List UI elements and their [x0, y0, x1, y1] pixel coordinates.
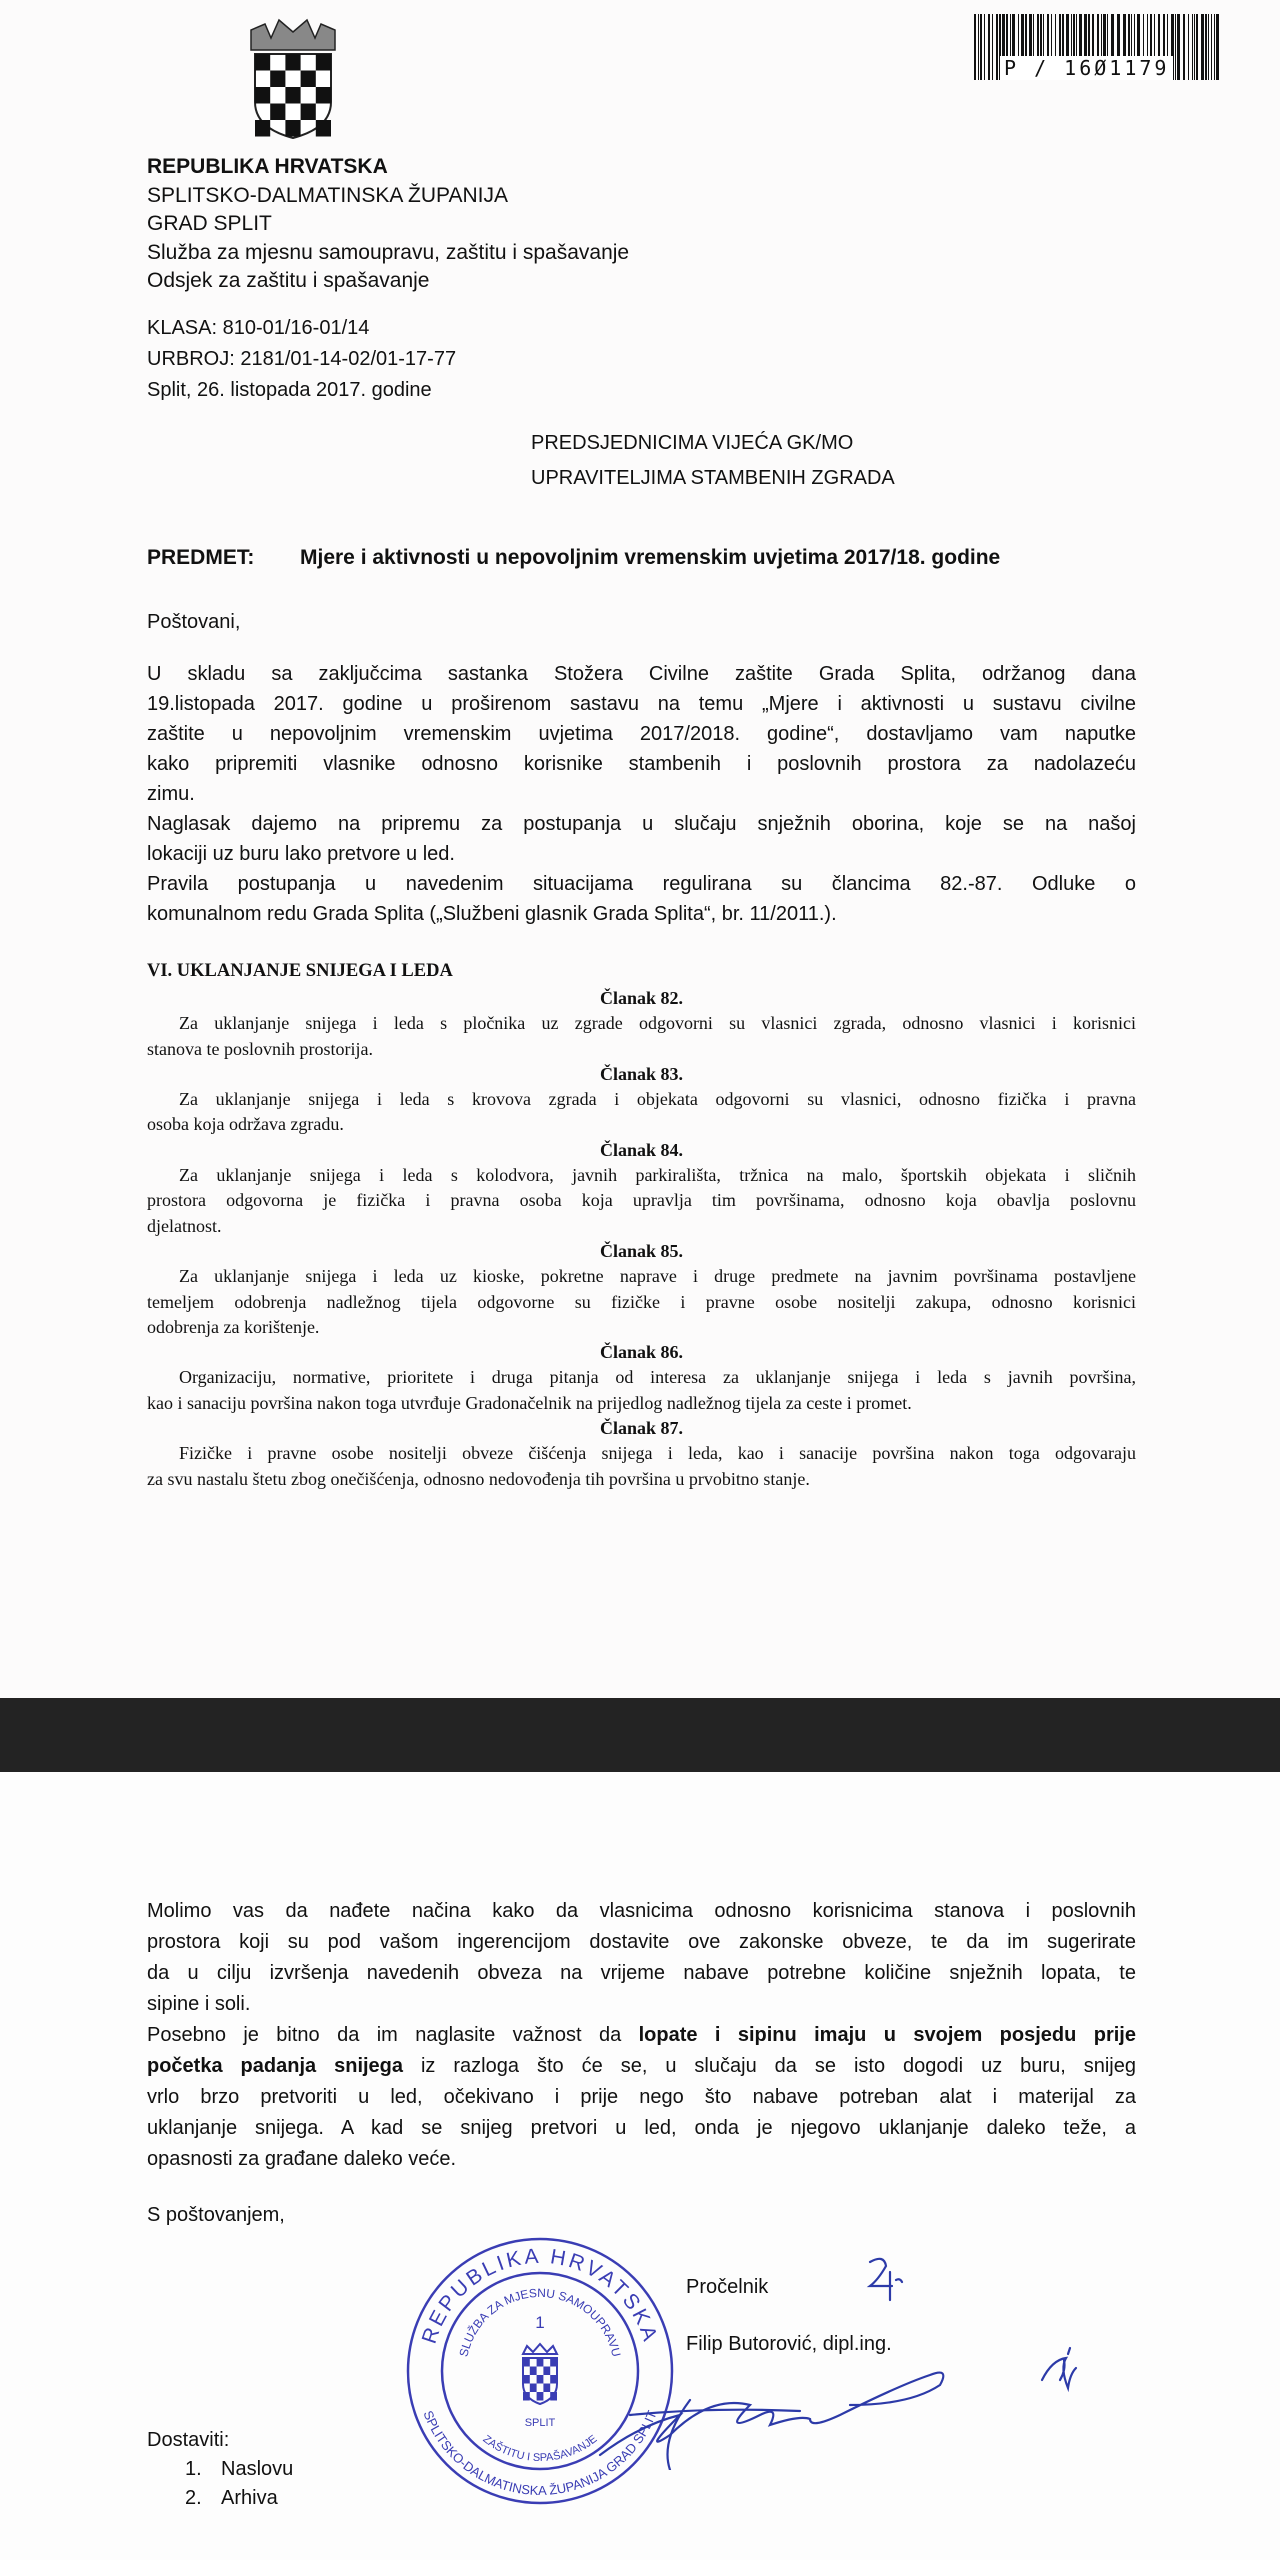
barcode-bar: [1196, 14, 1198, 80]
text-segment: uklanjanje snijega. A kad se snijeg pretvori u led, onda je njegovo uklanjanje daleko teže, a: [147, 2117, 1136, 2139]
text-segment: prostora koji su pod vašom ingerencijom dostavite ove zakonske obveze, te da im sugerirate: [147, 1931, 1136, 1953]
body-line: [147, 1958, 1136, 1989]
article-line: temeljem odobrenja nadležnog tijela odgovorne su fizičke i pravne osobe nositelji zakupa, odnosno korisnici: [147, 1291, 1136, 1312]
letterhead: [147, 153, 629, 296]
body-paragraphs-2: [147, 1896, 1136, 2175]
shield-square: [316, 54, 331, 71]
item-text: Arhiva: [221, 2487, 278, 2509]
article-line: kao i sanaciju površina nakon toga utvrđuje Gradonačelnik na prijedlog nadležnog tijela za ceste i promet.: [147, 1392, 912, 1413]
body-paragraphs: [147, 659, 1136, 929]
body-line: 19.listopada 2017. godine u proširenom sastavu na temu „Mjere i aktivnosti u sustavu civilne: [147, 693, 1136, 715]
article-heading: Članak 85.: [599, 1240, 684, 1261]
body-line: zaštite u nepovoljnim vremenskim uvjetima 2017/2018. godine“, dostavljamo vam naputke: [147, 723, 1136, 745]
shield-square: [301, 71, 316, 88]
article-heading: Članak 86.: [599, 1342, 684, 1363]
bold-text: lopate i sipinu imaju u svojem posjedu prije: [638, 2024, 1136, 2046]
article-line: Organizaciju, normative, prioritete i druga pitanja od interesa za uklanjanje snijega i leda s javnih površina,: [179, 1367, 1136, 1388]
closing: S poštovanjem,: [147, 2204, 285, 2226]
body-line: [147, 2020, 1136, 2051]
distribution-label: Dostaviti:: [147, 2429, 230, 2451]
article-line: stanova te poslovnih prostorija.: [147, 1038, 373, 1059]
item-number: 2.: [185, 2487, 202, 2509]
body-line: U skladu sa zaključcima sastanka Stožera Civilne zaštite Grada Splita, održanog dana: [147, 663, 1136, 685]
barcode-bar: [1214, 14, 1215, 80]
shield-square: [316, 87, 331, 104]
klasa: KLASA: 810-01/16-01/14: [147, 317, 370, 339]
articles: [147, 986, 1136, 1492]
barcode-bar: [988, 14, 990, 80]
stamp-city: SPLIT: [524, 2417, 556, 2429]
article-line: Fizičke i pravne osobe nositelji obveze čišćenja snijega i leda, kao i sanacije površina nakon toga odgovaraju: [179, 1443, 1136, 1464]
text-segment: Posebno je bitno da im naglasite važnost da: [147, 2024, 639, 2046]
body-line: [147, 1989, 1136, 2020]
shield-square: [285, 54, 300, 71]
greeting: Poštovani,: [147, 611, 241, 633]
handwritten-signature: [540, 2250, 1180, 2470]
body-line: lokaciji uz buru lako pretvore u led.: [147, 843, 455, 865]
coat-of-arms-icon: [245, 16, 341, 140]
subject-label: PREDMET:: [147, 546, 255, 569]
body-line: [147, 2082, 1136, 2113]
barcode-bar: [1177, 14, 1180, 80]
body-line: [147, 1896, 1136, 1927]
body-line: [147, 2113, 1136, 2144]
distribution: [147, 2426, 293, 2513]
stamp-outer-top: REPUBLIKA HRVATSKA: [417, 2244, 663, 2347]
subject-text: Mjere i aktivnosti u nepovoljnim vremenskim uvjetima 2017/18. godine: [300, 546, 1001, 569]
barcode-bar: [1211, 14, 1212, 80]
barcode-bar: [1201, 14, 1204, 80]
stamp-shield-square: [530, 2367, 537, 2376]
barcode-bar: [992, 14, 993, 80]
article-heading: Članak 84.: [599, 1139, 684, 1160]
section-heading: VI. UKLANJANJE SNIJEGA I LEDA: [147, 961, 453, 981]
subject: [147, 546, 1001, 570]
barcode: [972, 14, 1224, 80]
article-line: Za uklanjanje snijega i leda s krovova zgrada i objekata odgovorni su vlasnici, odnosno fizička i pravna: [179, 1089, 1136, 1110]
shield-square: [301, 104, 316, 121]
bold-text: početka padanja snijega: [147, 2055, 404, 2077]
letterhead-line: REPUBLIKA HRVATSKA: [147, 155, 388, 178]
item-number: 1.: [185, 2458, 202, 2480]
shield-square: [255, 120, 270, 137]
barcode-bar: [974, 14, 976, 80]
stamp-shield-square: [530, 2384, 537, 2393]
barcode-bar: [1175, 14, 1176, 80]
recipient: PREDSJEDNICIMA VIJEĆA GK/MO: [531, 432, 854, 454]
urbroj: URBROJ: 2181/01-14-02/01-17-77: [147, 348, 457, 370]
article-line: Za uklanjanje snijega i leda uz kioske, pokretne naprave i druge predmete na javnim površinama postavljene: [179, 1266, 1136, 1287]
body-line: Pravila postupanja u navedenim situacijama regulirana su člancima 82.-87. Odluke o: [147, 873, 1136, 895]
shield-square: [255, 54, 270, 71]
shield-square: [316, 120, 331, 137]
barcode-bar: [1188, 14, 1189, 80]
body-line: Naglasak dajemo na pripremu za postupanja u slučaju snježnih oborina, koje se na našoj: [147, 813, 1136, 835]
shield-square: [285, 87, 300, 104]
distribution-item: [147, 2455, 293, 2484]
article-heading: Članak 83.: [599, 1063, 684, 1084]
signatory-name: Filip Butorović, dipl.ing.: [686, 2333, 892, 2355]
barcode-bar: [1194, 14, 1195, 80]
barcode-bar: [1216, 14, 1219, 80]
text-segment: Molimo vas da nađete načina kako da vlasnicima odnosno korisnicima stanova i poslovnih: [147, 1900, 1136, 1922]
barcode-bar: [978, 14, 979, 80]
barcode-text: P / 16Ø1179: [1000, 56, 1173, 80]
barcode-bar: [1205, 14, 1207, 80]
item-text: Naslovu: [221, 2458, 294, 2480]
text-segment: da u cilju izvršenja navedenih obveza na vrijeme nabave potrebne količine snježnih lopata, te: [147, 1962, 1136, 1984]
reference-block: [147, 313, 456, 406]
text-segment: vrlo brzo pretvoriti u led, očekivano i prije nego što nabave potreban alat i materijal za: [147, 2086, 1136, 2108]
barcode-bar: [1183, 14, 1185, 80]
stamp-number: 1: [535, 2313, 545, 2332]
letterhead-line: Služba za mjesnu samoupravu, zaštitu i spašavanje: [147, 240, 630, 264]
text-segment: sipine i soli.: [147, 1993, 251, 2015]
barcode-bar: [1208, 14, 1209, 80]
article-line: odobrenja za korištenje.: [147, 1316, 320, 1337]
recipient: UPRAVITELJIMA STAMBENIH ZGRADA: [531, 467, 895, 489]
article-line: Za uklanjanje snijega i leda s pločnika uz zgrade odgovorni su vlasnici zgrada, odnosno vlasnici i korisnici: [179, 1013, 1136, 1034]
article-line: osoba koja održava zgradu.: [147, 1114, 344, 1135]
stamp-shield-square: [523, 2358, 530, 2367]
page-separator: [0, 1698, 1280, 1772]
article-line: djelatnost.: [147, 1215, 222, 1236]
signatory-title: Pročelnik: [686, 2276, 769, 2298]
body-line: [147, 2144, 1136, 2175]
letterhead-line: SPLITSKO-DALMATINSKA ŽUPANIJA: [147, 183, 508, 207]
article-heading: Članak 87.: [599, 1418, 684, 1439]
distribution-item: [147, 2484, 293, 2513]
shield-square: [270, 104, 285, 121]
letterhead-line: Odsjek za zaštitu i spašavanje: [147, 269, 430, 293]
letterhead-line: GRAD SPLIT: [147, 212, 272, 236]
shield-square: [285, 120, 300, 137]
body-line: zimu.: [147, 783, 195, 805]
body-line: kako pripremiti vlasnike odnosno korisnike stambenih i poslovnih prostora za nadolazeću: [147, 753, 1136, 775]
barcode-bar: [1192, 14, 1193, 80]
article-line: prostora odgovorna je fizička i pravna osoba koja upravlja tim površinama, odnosno koja obavlja poslovnu: [147, 1190, 1136, 1211]
barcode-bar: [996, 14, 998, 80]
shield-square: [270, 71, 285, 88]
body-line: komunalnom redu Grada Splita („Službeni glasnik Grada Splita“, br. 11/2011.).: [147, 903, 837, 925]
body-line: [147, 1927, 1136, 1958]
stamp-outer-bottom: SPLITSKO-DALMATINSKA ŽUPANIJA GRAD SPLIT: [420, 2408, 660, 2499]
text-segment: opasnosti za građane daleko veće.: [147, 2148, 457, 2170]
stamp-shield-square: [523, 2375, 530, 2384]
article-line: Za uklanjanje snijega i leda s kolodvora, javnih parkirališta, tržnica na malo, športskih objekata i sličnih: [179, 1165, 1136, 1186]
shield-square: [255, 87, 270, 104]
barcode-bar: [984, 14, 985, 80]
article-heading: Članak 82.: [599, 988, 684, 1008]
date: Split, 26. listopada 2017. godine: [147, 379, 432, 401]
body-line: [147, 2051, 1136, 2082]
text-segment: iz razloga što će se, u slučaju da se isto dogodi uz buru, snijeg: [403, 2055, 1136, 2077]
article-line: za svu nastalu štetu zbog onečišćenja, odnosno nedovođenja tih površina u prvobitno stanje.: [147, 1468, 810, 1489]
stamp-inner-top: SLUŽBA ZA MJESNU SAMOUPRAVU: [456, 2285, 624, 2359]
stamp-inner-bottom: ZAŠTITU I SPAŠAVANJE: [480, 2433, 600, 2465]
barcode-bar: [980, 14, 982, 80]
recipients: [531, 426, 895, 496]
stamp-shield-square: [523, 2392, 530, 2401]
